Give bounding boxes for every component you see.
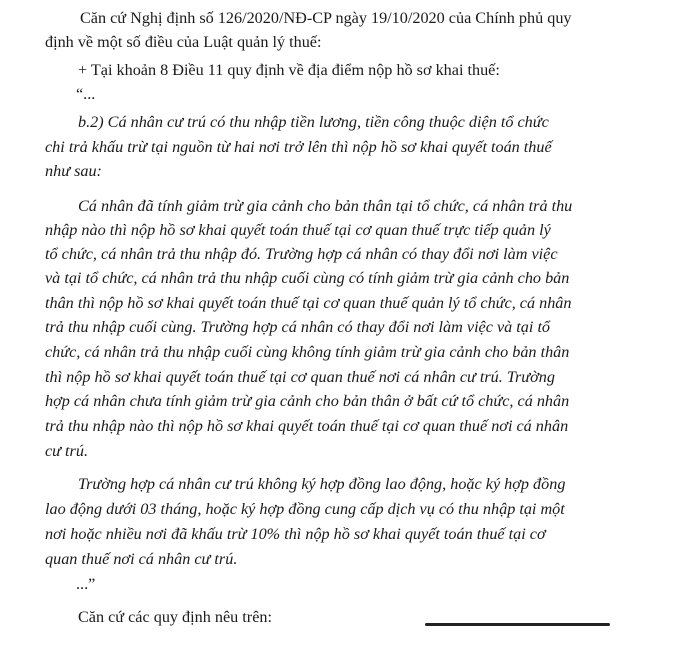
quote-p2-line1: Trường hợp cá nhân cư trú không ký hợp đồng lao động, hoặc ký hợp đồng	[78, 475, 566, 493]
closing-line: Căn cứ các quy định nêu trên:	[78, 608, 272, 626]
bullet-text: + Tại khoản 8 Điều 11 quy định về địa điểm nộp hồ sơ khai thuế:	[78, 61, 500, 79]
quote-p1-line9: hợp cá nhân chưa tính giảm trừ gia cảnh cho bản thân ở bất cứ tổ chức, cá nhân	[45, 392, 570, 410]
quote-p1-line3: tổ chức, cá nhân trả thu nhập đó. Trường hợp cá nhân có thay đổi nơi làm việc	[45, 245, 558, 263]
quote-p1-line5: thân thì nộp hồ sơ khai quyết toán thuế tại cơ quan thuế quản lý tổ chức, cá nhân	[45, 294, 572, 312]
para1-line2: định về một số điều của Luật quản lý thuế:	[45, 33, 322, 51]
close-quote: ...”	[76, 575, 96, 593]
redaction-mark	[425, 623, 610, 626]
quote-p1-line10: trả thu nhập nào thì nộp hồ sơ khai quyết toán thuế tại cơ quan thuế nơi cá nhân	[45, 417, 569, 435]
quote-b2-line2: chi trả khấu trừ tại nguồn từ hai nơi trở lên thì nộp hồ sơ khai quyết toán thuế	[45, 138, 552, 156]
quote-p1-line8: thì nộp hồ sơ khai quyết toán thuế tại cơ quan thuế nơi cá nhân cư trú. Trường	[45, 368, 555, 386]
quote-p1-line6: trả thu nhập cuối cùng. Trường hợp cá nhân có thay đổi nơi làm việc và tại tổ	[45, 318, 551, 336]
quote-p2-line4: quan thuế nơi cá nhân cư trú.	[45, 550, 238, 568]
quote-p1-line1: Cá nhân đã tính giảm trừ gia cảnh cho bản thân tại tổ chức, cá nhân trả thu	[78, 197, 573, 215]
quote-p1-line4: và tại tổ chức, cá nhân trả thu nhập cuối cùng có tính giảm trừ gia cảnh cho bản	[45, 269, 570, 287]
quote-p1-line2: nhập nào thì nộp hồ sơ khai quyết toán thuế tại cơ quan thuế trực tiếp quản lý	[45, 221, 551, 239]
quote-b2-line1: b.2) Cá nhân cư trú có thu nhập tiền lương, tiền công thuộc diện tổ chức	[78, 113, 549, 131]
quote-b2-line3: như sau:	[45, 162, 102, 180]
para1-line1: Căn cứ Nghị định số 126/2020/NĐ-CP ngày 19/10/2020 của Chính phủ quy	[80, 9, 572, 27]
quote-p1-line7: chức, cá nhân trả thu nhập cuối cùng không tính giảm trừ gia cảnh cho bản thân	[45, 343, 570, 361]
open-quote: “...	[76, 85, 96, 103]
quote-p1-line11: cư trú.	[45, 442, 88, 460]
quote-p2-line2: lao động dưới 03 tháng, hoặc ký hợp đồng cung cấp dịch vụ có thu nhập tại một	[45, 500, 565, 518]
quote-p2-line3: nơi hoặc nhiều nơi đã khấu trừ 10% thì nộp hồ sơ khai quyết toán thuế tại cơ	[45, 525, 546, 543]
